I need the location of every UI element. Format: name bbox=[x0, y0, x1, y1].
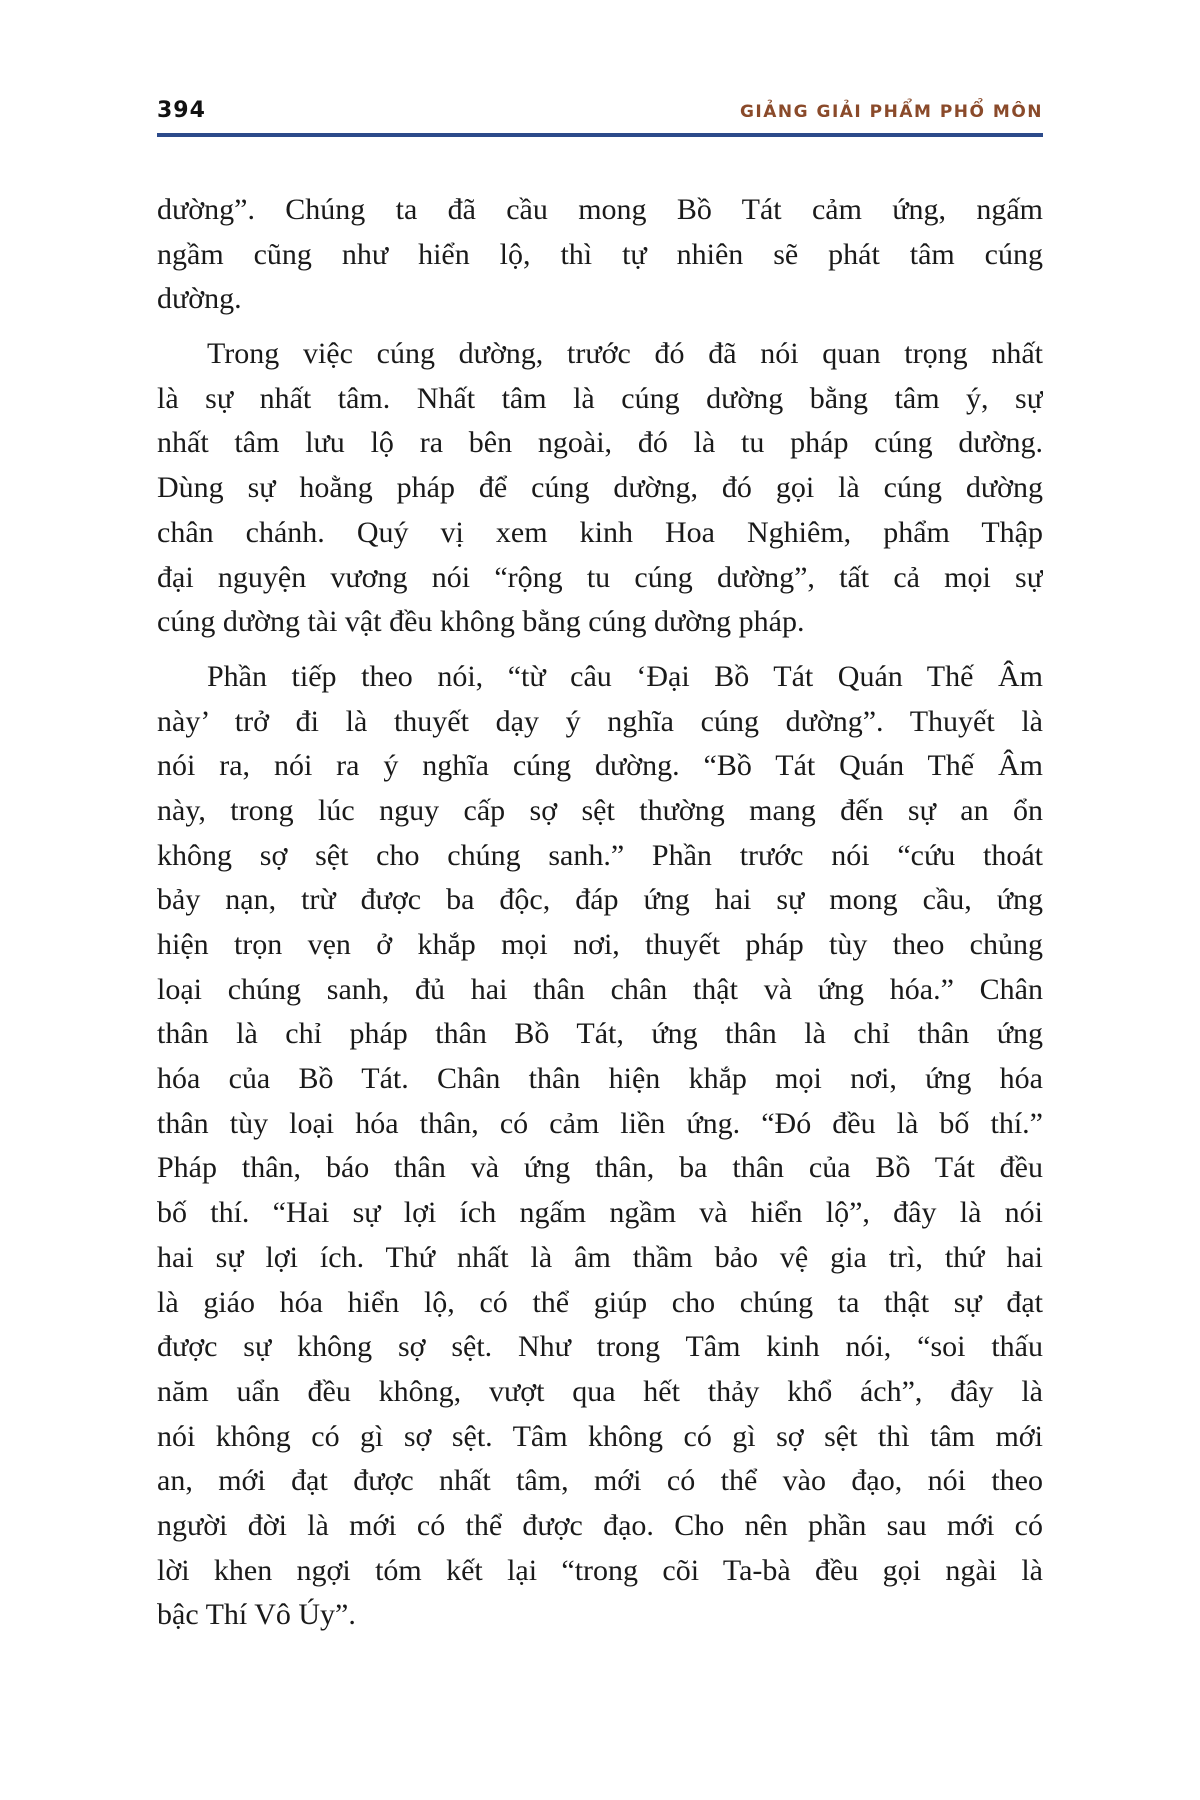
text-line: hiện trọn vẹn ở khắp mọi nơi, thuyết pháp tùy theo chủng bbox=[157, 928, 1043, 961]
paragraph bbox=[157, 655, 1043, 1638]
text-line: thân là chỉ pháp thân Bồ Tát, ứng thân là chỉ thân ứng bbox=[157, 1017, 1043, 1051]
text-line: cúng dường tài vật đều không bằng cúng dường pháp. bbox=[157, 605, 805, 639]
text-line: ngầm cũng như hiển lộ, thì tự nhiên sẽ phát tâm cúng bbox=[157, 237, 1043, 271]
text-line: hai sự lợi ích. Thứ nhất là âm thầm bảo vệ gia trì, thứ hai bbox=[157, 1240, 1043, 1274]
text-line: an, mới đạt được nhất tâm, mới có thể vào đạo, nói theo bbox=[157, 1464, 1043, 1498]
text-line: được sự không sợ sệt. Như trong Tâm kinh nói, “soi thấu bbox=[157, 1330, 1043, 1364]
paragraph bbox=[157, 332, 1043, 645]
text-line: loại chúng sanh, đủ hai thân chân thật và ứng hóa.” Chân bbox=[157, 972, 1043, 1006]
text-line: nhất tâm lưu lộ ra bên ngoài, đó là tu pháp cúng dường. bbox=[157, 426, 1043, 460]
header-rule bbox=[157, 133, 1043, 137]
running-title: GIẢNG GIẢI PHẨM PHỔ MÔN bbox=[739, 102, 1043, 122]
text-line: nói ra, nói ra ý nghĩa cúng dường. “Bồ Tát Quán Thế Âm bbox=[157, 749, 1043, 783]
text-line: bảy nạn, trừ được ba độc, đáp ứng hai sự mong cầu, ứng bbox=[157, 883, 1043, 917]
text-line: Pháp thân, báo thân và ứng thân, ba thân của Bồ Tát đều bbox=[157, 1151, 1043, 1185]
text-line: Dùng sự hoằng pháp để cúng dường, đó gọi là cúng dường bbox=[157, 471, 1043, 505]
text-line: này, trong lúc nguy cấp sợ sệt thường mang đến sự an ổn bbox=[157, 793, 1043, 827]
text-line: hóa của Bồ Tát. Chân thân hiện khắp mọi nơi, ứng hóa bbox=[157, 1062, 1043, 1096]
text-line: nói không có gì sợ sệt. Tâm không có gì sợ sệt thì tâm mới bbox=[157, 1419, 1043, 1453]
text-line: là giáo hóa hiển lộ, có thể giúp cho chúng ta thật sự đạt bbox=[157, 1285, 1043, 1319]
text-line: không sợ sệt cho chúng sanh.” Phần trước nói “cứu thoát bbox=[157, 838, 1043, 872]
text-line: là sự nhất tâm. Nhất tâm là cúng dường bằng tâm ý, sự bbox=[157, 381, 1043, 415]
text-line: bố thí. “Hai sự lợi ích ngấm ngầm và hiển lộ”, đây là nói bbox=[157, 1196, 1043, 1230]
text-line: dường. bbox=[157, 282, 242, 316]
paragraph bbox=[157, 188, 1043, 322]
text-line: Trong việc cúng dường, trước đó đã nói quan trọng nhất bbox=[207, 337, 1043, 371]
text-line: chân chánh. Quý vị xem kinh Hoa Nghiêm, phẩm Thập bbox=[157, 515, 1043, 549]
text-line: này’ trở đi là thuyết dạy ý nghĩa cúng dường”. Thuyết là bbox=[157, 704, 1043, 738]
text-line: thân tùy loại hóa thân, có cảm liền ứng. “Đó đều là bố thí.” bbox=[157, 1106, 1043, 1140]
text-line: đại nguyện vương nói “rộng tu cúng dường”, tất cả mọi sự bbox=[157, 560, 1043, 594]
page-number: 394 bbox=[157, 98, 206, 123]
text-line: Phần tiếp theo nói, “từ câu ‘Đại Bồ Tát Quán Thế Âm bbox=[207, 659, 1043, 693]
text-line: dường”. Chúng ta đã cầu mong Bồ Tát cảm ứng, ngấm bbox=[157, 193, 1043, 226]
text-line: bậc Thí Vô Úy”. bbox=[157, 1598, 356, 1632]
text-line: lời khen ngợi tóm kết lại “trong cõi Ta-bà đều gọi ngài là bbox=[157, 1553, 1043, 1587]
body-text bbox=[157, 188, 1043, 1648]
page-header bbox=[157, 96, 1043, 126]
text-line: năm uẩn đều không, vượt qua hết thảy khổ ách”, đây là bbox=[157, 1374, 1043, 1408]
text-line: người đời là mới có thể được đạo. Cho nên phần sau mới có bbox=[157, 1508, 1043, 1542]
